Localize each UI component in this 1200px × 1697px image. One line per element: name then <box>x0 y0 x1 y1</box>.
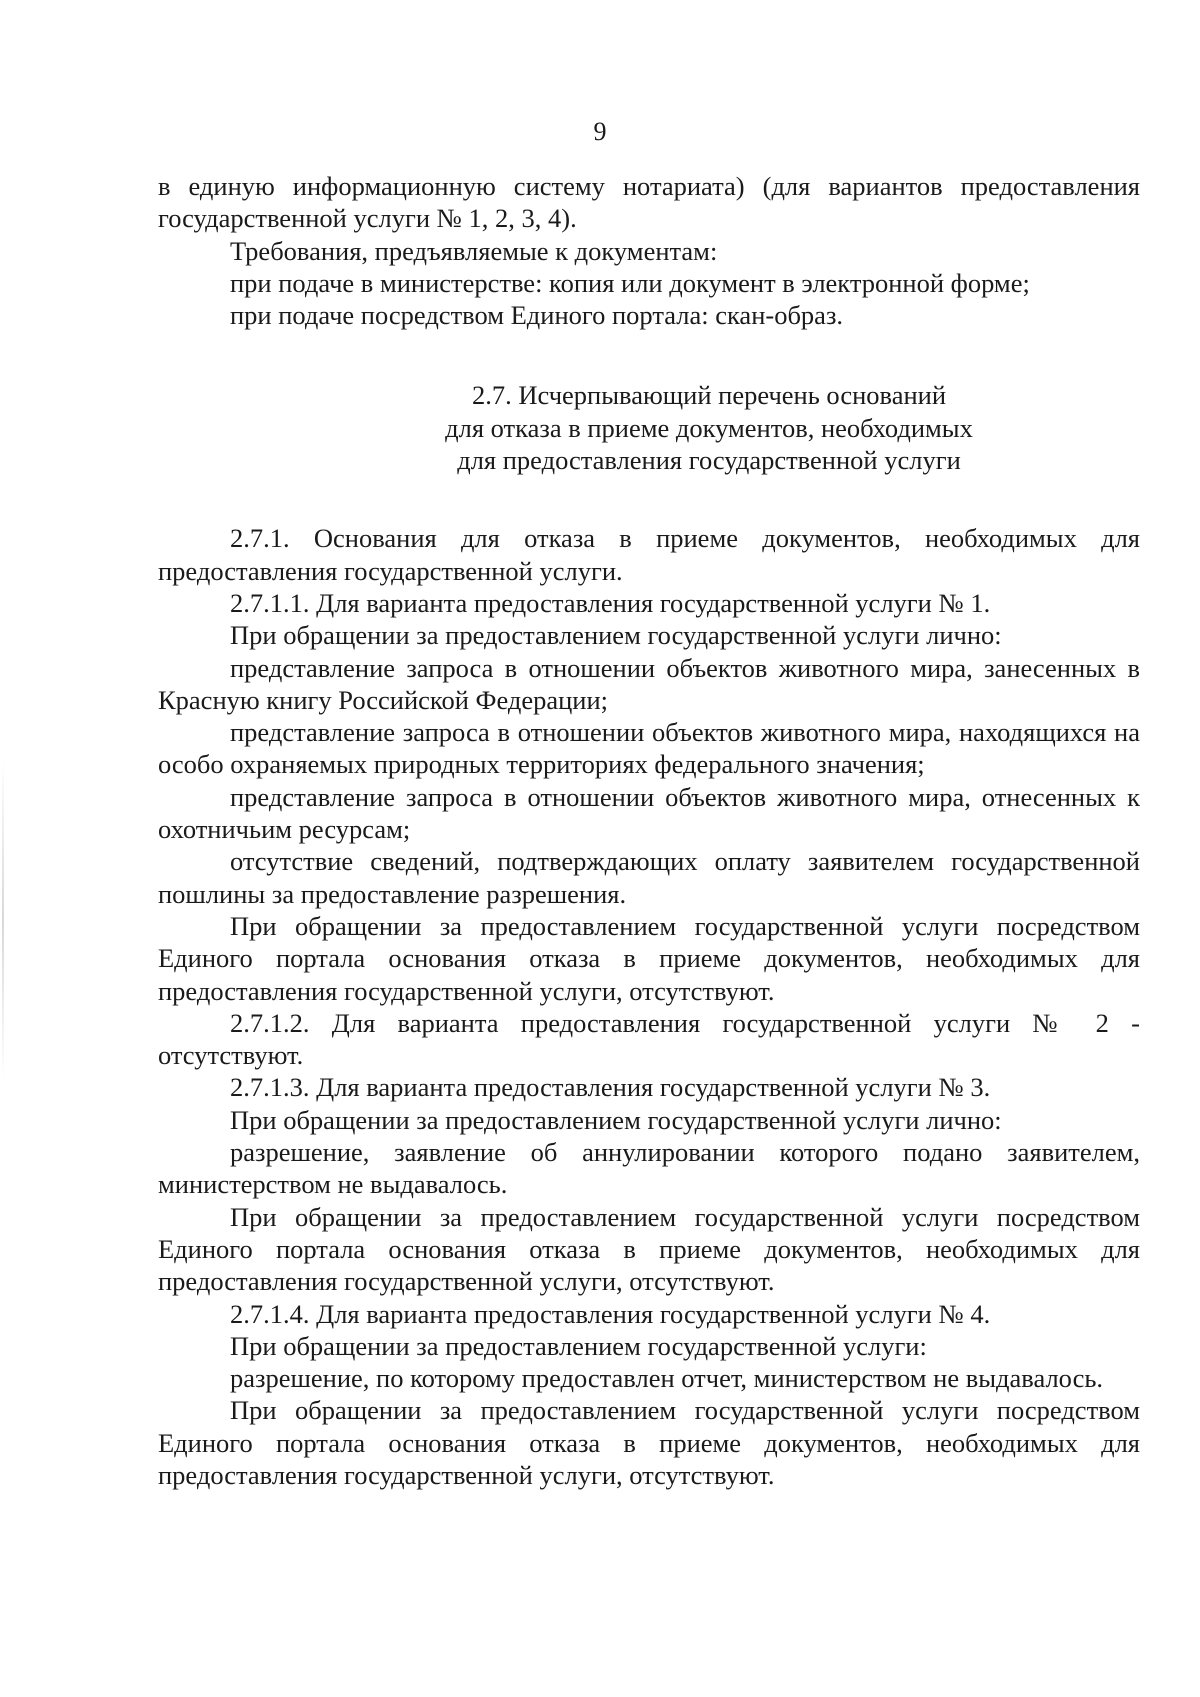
body-paragraph-6: представление запроса в отношении объектов животного мира, отнесенных к охотничьим ресурсам; <box>158 781 1140 845</box>
page-number: 9 <box>593 117 607 146</box>
section-heading-line-2: для отказа в приеме документов, необходимых <box>445 412 973 443</box>
body-paragraph-8: При обращении за предоставлением государственной услуги посредством Единого портала основания отказа в приеме документов, необходимых для предоставления государственной услуги, отсутствуют. <box>158 910 1140 1006</box>
section-heading-line-1: 2.7. Исчерпывающий перечень оснований <box>471 380 947 411</box>
body-paragraph-12: разрешение, заявление об аннулировании которого подано заявителем, министерством не выдавалось. <box>158 1137 1140 1200</box>
intro-paragraph-1: в единую информационную систему нотариата) (для вариантов предоставления государственной услуги № 1, 2, 3, 4). <box>158 171 1140 234</box>
body-paragraph-7: отсутствие сведений, подтверждающих оплату заявителем государственной пошлины за предоставление разрешения. <box>158 846 1140 909</box>
scan-edge-artifact <box>2 760 4 1080</box>
body-paragraph-10: 2.7.1.3. Для варианта предоставления государственной услуги № 3. <box>230 1072 991 1103</box>
body-paragraph-2: 2.7.1.1. Для варианта предоставления государственной услуги № 1. <box>230 587 991 618</box>
intro-paragraph-4: при подаче посредством Единого портала: скан-образ. <box>230 300 844 331</box>
body-paragraph-3: При обращении за предоставлением государственной услуги лично: <box>230 620 1002 651</box>
body-paragraph-14: 2.7.1.4. Для варианта предоставления государственной услуги № 4. <box>230 1298 991 1329</box>
body-paragraph-11: При обращении за предоставлением государственной услуги лично: <box>230 1104 1002 1135</box>
document-body <box>158 170 1140 1491</box>
section-heading-line-3: для предоставления государственной услуги <box>457 445 961 476</box>
intro-paragraph-3: при подаче в министерстве: копия или документ в электронной форме; <box>230 267 1030 298</box>
body-paragraph-9: 2.7.1.2. Для варианта предоставления государственной услуги № 2 - отсутствуют. <box>158 1007 1140 1071</box>
body-paragraph-16: разрешение, по которому предоставлен отчет, министерством не выдавалось. <box>230 1363 1104 1394</box>
intro-paragraph-2: Требования, предъявляемые к документам: <box>230 235 718 266</box>
body-paragraph-4: представление запроса в отношении объектов животного мира, занесенных в Красную книгу Российской Федерации; <box>158 652 1140 715</box>
section-heading <box>158 379 1140 476</box>
body-paragraph-13: При обращении за предоставлением государственной услуги посредством Единого портала основания отказа в приеме документов, необходимых для предоставления государственной услуги, отсутствуют. <box>158 1201 1140 1297</box>
body-paragraph-15: При обращении за предоставлением государственной услуги: <box>230 1330 927 1361</box>
body-paragraph-5: представление запроса в отношении объектов животного мира, находящихся на особо охраняемых природных территориях федерального значения; <box>158 717 1140 780</box>
body-paragraph-17: При обращении за предоставлением государственной услуги посредством Единого портала основания отказа в приеме документов, необходимых для предоставления государственной услуги, отсутствуют. <box>158 1395 1140 1490</box>
body-paragraph-1: 2.7.1. Основания для отказа в приеме документов, необходимых для предоставления государственной услуги. <box>158 523 1140 586</box>
